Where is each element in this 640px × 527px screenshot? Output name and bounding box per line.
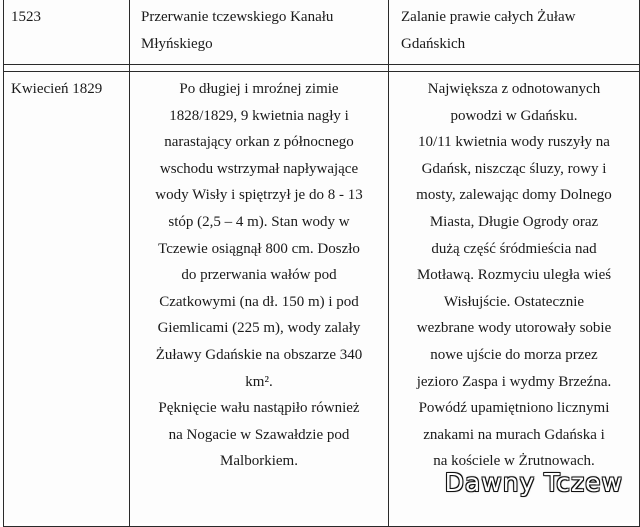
text-line: na kościele w Żrutnowach. xyxy=(433,453,595,470)
table-row xyxy=(4,72,640,527)
text-line: na Nogacie w Szawałdzie pod xyxy=(168,426,350,443)
event-text xyxy=(134,76,384,475)
text-line: wschodu wstrzymał napływające xyxy=(159,160,359,177)
text-line: Motławą. Rozmyciu uległa wieś xyxy=(416,267,612,284)
text-line: 10/11 kwietnia wody ruszyły na xyxy=(418,134,610,151)
text-line: Giemlicami (225 m), wody zalały xyxy=(157,320,361,337)
text-line: Zalanie prawie całych Żuław xyxy=(401,9,576,25)
text-line: Tczewie osiągnął 800 cm. Doszło xyxy=(158,240,360,257)
date-text: 1523 xyxy=(11,9,41,25)
text-line: jezioro Zaspa i wydmy Brzeźna. xyxy=(416,373,612,390)
text-line: Żuławy Gdańskie na obszarze 340 xyxy=(155,346,363,363)
text-line: Wisłujście. Ostatecznie xyxy=(443,293,585,310)
text-line: narastający orkan z północnego xyxy=(164,134,354,151)
effect-text xyxy=(393,76,635,475)
text-line: Gdańsk, niszcząc śluzy, rowy i xyxy=(421,160,607,177)
text-line: 1828/1829, 9 kwietnia nagły i xyxy=(169,107,349,124)
gap-cell xyxy=(4,65,130,72)
gap-cell xyxy=(389,65,640,72)
text-line: Pęknięcie wału nastąpiło również xyxy=(158,400,360,417)
text-line: Malborkiem. xyxy=(220,453,298,470)
text-line: dużą część śródmieścia nad xyxy=(431,240,597,257)
date-cell xyxy=(4,72,130,527)
date-cell xyxy=(4,0,130,65)
effect-cell xyxy=(389,72,640,527)
text-line: powodzi w Gdańsku. xyxy=(450,107,578,124)
effect-text xyxy=(401,4,633,57)
text-line: nowe ujście do morza przez xyxy=(430,346,598,363)
event-cell xyxy=(130,0,389,65)
text-line: km². xyxy=(245,373,273,390)
table-gap-row xyxy=(4,65,640,72)
text-line: do przerwania wałów pod xyxy=(181,267,337,284)
text-line: Czatkowymi (na dł. 150 m) i pod xyxy=(159,293,359,310)
table-row xyxy=(4,0,640,65)
text-line: Młyńskiego xyxy=(141,35,213,52)
event-cell xyxy=(130,72,389,527)
gap-cell xyxy=(130,65,389,72)
flood-history-table xyxy=(3,0,640,527)
text-line: stóp (2,5 – 4 m). Stan wody w xyxy=(168,213,350,230)
text-line: Gdańskich xyxy=(401,35,466,52)
text-line: Powódź upamiętniono licznymi xyxy=(418,400,610,417)
text-line: mosty, zalewając domy Dolnego xyxy=(416,187,612,204)
text-line: znakami na murach Gdańska i xyxy=(423,426,605,443)
text-line: wody Wisły i spiętrzył je do 8 - 13 xyxy=(155,187,363,204)
watermark-logo: Dawny Tczew xyxy=(444,468,623,497)
date-text: Kwiecień 1829 xyxy=(11,81,103,97)
text-line: Przerwanie tczewskiego Kanału xyxy=(141,9,334,25)
text-line: wezbrane wody utorowały sobie xyxy=(416,320,612,337)
text-line: Po długiej i mroźnej zimie xyxy=(179,81,339,97)
text-line: Największa z odnotowanych xyxy=(427,81,601,97)
effect-cell xyxy=(389,0,640,65)
event-text xyxy=(141,4,382,57)
text-line: Miasta, Długie Ogrody oraz xyxy=(429,213,599,230)
